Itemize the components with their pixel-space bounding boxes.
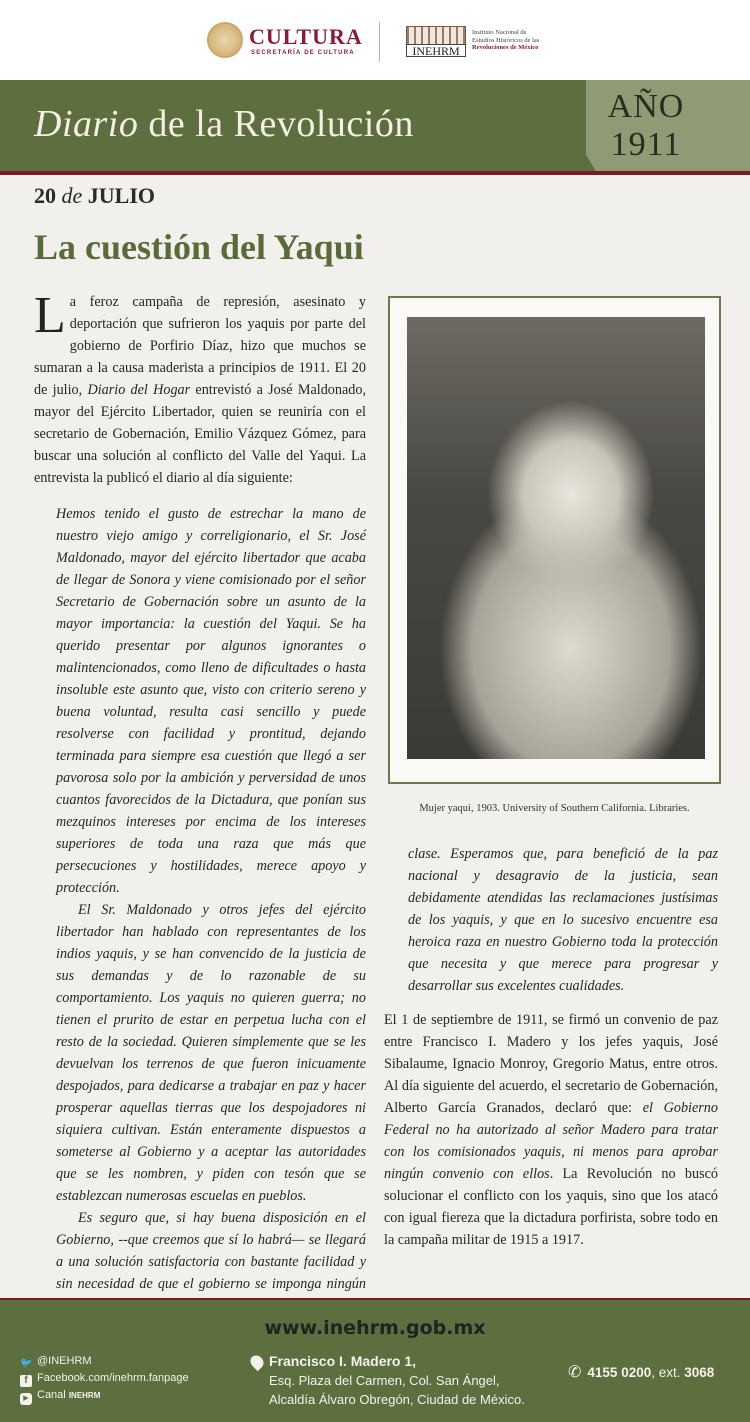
cultura-brand: CULTURA [249, 24, 363, 49]
quote-paragraph: El Sr. Maldonado y otros jefes del ejército libertador han hablado con representantes de los indios yaquis, y se han convencido de la justicia de sus demandas y de lo razonable de su comportamiento. Los yaquis no quieren guerra; no tienen el prurito de estar en perpetua lucha con el resto de la sociedad. Quieren simplemente que se les devuelvan los terrenos de que fueron inicuamente despojados, para dedicarse a trabajar en paz y hacer prosperar aquellas tierras que los despojadores ni siquiera cultivan. Están enteramente dispuestos a someterse al Gobierno y a aceptar las autoridades que se les nombren, y piden con tesón que se establezcan numerosas escuelas en pueblos. [56, 902, 366, 1204]
intro-paragraph [34, 287, 367, 489]
phone-number[interactable] [568, 1362, 714, 1382]
date-day: 20 [34, 183, 56, 208]
phone-main: 4155 0200 [587, 1365, 652, 1380]
youtube-icon: ▶ [20, 1393, 32, 1405]
closing-paragraph [384, 1009, 718, 1251]
facebook-link[interactable] [20, 1372, 189, 1387]
cultura-subtitle: SECRETARÍA DE CULTURA [251, 50, 355, 56]
top-header [0, 0, 750, 80]
logo-divider [379, 22, 380, 62]
inehrm-fullname-line: Estudios Históricos de las [472, 36, 540, 44]
date-month: JULIO [87, 183, 156, 208]
inehrm-fullname [472, 29, 552, 52]
address-name: Francisco I. Madero 1, [269, 1353, 417, 1369]
phone-ext: 3068 [684, 1365, 715, 1380]
twitter-handle: @INEHRM [37, 1355, 92, 1367]
drop-cap: L [34, 287, 66, 344]
inehrm-brand: INEHRM [406, 44, 466, 57]
quote-paragraph: Es seguro que, si hay buena disposición en el Gobierno, --que creemos que sí lo habrá— se llegará a una solución satisfactoria con bastante facilidad y sin necesidad de que el gobierno se imponga ningún [56, 1210, 366, 1292]
intro-text: a feroz campaña de represión, asesinato y deportación que sufrieron los yaquis por parte del gobierno de Porfirio Díaz, hizo que muchos se sumaran a la causa maderista a principios de 1911. El 20 de julio, [34, 294, 366, 398]
photo-caption: Mujer yaqui, 1903. University of Southern California. Libraries. [419, 803, 690, 814]
building-icon [406, 26, 466, 46]
address-line: Esq. Plaza del Carmen, Col. San Ángel, [269, 1373, 500, 1388]
address [251, 1352, 551, 1409]
inehrm-logo[interactable] [406, 26, 546, 60]
closing-text: . La Revolución no buscó solucionar el conflicto con los yaquis, sino que los atacó con igual fiereza que la dictadura porfirista, sobre todo en la campaña militar de 1915 a 1917. [384, 1166, 718, 1248]
website-link[interactable]: www.inehrm.gob.mx [264, 1317, 486, 1339]
cultura-logo[interactable] [207, 22, 363, 62]
address-line: Alcaldía Álvaro Obregón, Ciudad de México. [269, 1392, 525, 1407]
quote-paragraph: Hemos tenido el gusto de estrechar la mano de nuestro viejo amigo y correligionario, el Sr. José Maldonado, mayor del ejército libertador que acaba de llegar de Sonora y viene comisionado por el señor Secretario de Gobernación sobre un asunto de la mayor importancia: la cuestión del Yaqui. Se ha querido presentar por algunos ignorantes o malintencionados, como lleno de dificultades o hasta insoluble este asunto que, visto con criterio sereno y buena voluntad, resulta casi sencillo y puede resolverse con facilidad y prontitud, dejando terminada para siempre esa cuestión que llegó a ser pavorosa solo por la ambición y perversidad de unos cuantos favorecidos de la Dictadura, que ponían sus mezquinos intereses por encima de los intereses superiores de toda una raza que más que persecuciones y hostilidades, merece apoyo y protección. [56, 506, 366, 896]
intro-text: entrevistó a José Maldonado, mayor del Ejército Libertador, quien se reuniría con el secretario de Gobernación, Emilio Vázquez Gómez, para buscar una solución al conflicto del Valle del Yaqui. La entrevista la publicó el diario al día siguiente: [34, 382, 367, 486]
inehrm-fullname-line: Revoluciones de México [472, 44, 539, 51]
banner-divider [0, 171, 750, 175]
phone-ext-label: , ext. [651, 1365, 685, 1380]
youtube-label: Canal [37, 1389, 66, 1401]
year-value: 1911 [610, 126, 682, 163]
title-rest: de la Revolución [138, 103, 414, 145]
interview-quote [56, 503, 366, 1339]
yaqui-woman-photo [407, 317, 705, 759]
article-headline: La cuestión del Yaqui [34, 227, 364, 267]
youtube-link[interactable] [20, 1389, 100, 1405]
youtube-name: INEHRM [68, 1391, 101, 1400]
title-italic: Diario [34, 103, 139, 145]
quote-continuation: clase. Esperamos que, para benefició de la paz nacional y desagravio de la justicia, sean debidamente atendidas las reclamaciones justísimas de los yaquis, y que en lo sucesivo encuentre esa heroica raza en nuestro Gobierno toda la protección que necesita y que merece para progresar y desarrollar sus excelentes cualidades. [408, 846, 718, 994]
year-label: AÑO [607, 88, 685, 125]
facebook-url: Facebook.com/inehrm.fanpage [37, 1372, 189, 1384]
twitter-link[interactable] [20, 1355, 92, 1370]
newspaper-name: Diario del Hogar [87, 382, 191, 398]
facebook-icon: f [20, 1375, 32, 1387]
phone-icon: ✆ [568, 1364, 582, 1381]
eagle-seal-icon [207, 22, 243, 58]
closing-text: El 1 de septiembre de 1911, se firmó un convenio de paz entre Francisco I. Madero y los jefes yaquis, José Sibalaume, Ignacio Monroy, Gregorio Matus, entre otros. Al día siguiente del acuerdo, el secretario de Gobernación, Alberto García Granados, declaró que: [384, 1012, 718, 1116]
inehrm-fullname-line: Instituto Nacional de [472, 29, 527, 36]
article-date [34, 183, 155, 209]
date-de: de [61, 183, 83, 208]
twitter-icon: 🐦 [20, 1358, 33, 1369]
publication-title [34, 102, 414, 146]
closing-quote: el Gobierno Federal no ha autorizado al señor Madero para tratar con los comisionados yaquis, ni menos para aprobar ningún convenio con ellos [384, 1100, 718, 1182]
